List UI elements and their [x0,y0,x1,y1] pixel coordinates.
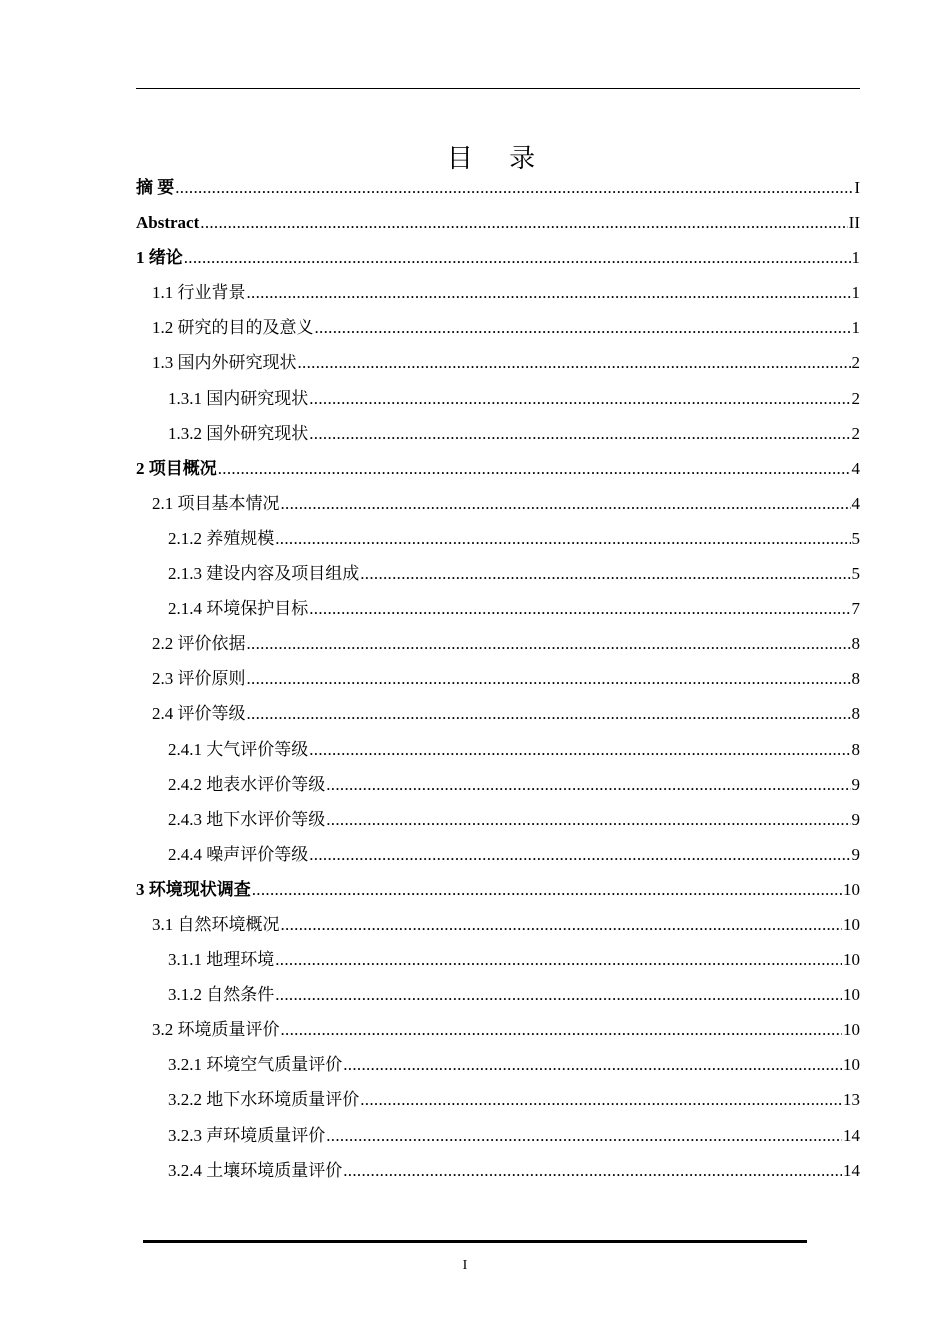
toc-entry[interactable] [136,275,860,310]
toc-entry-page: 2 [851,423,860,443]
toc-entry-label: 3.2.2 地下水环境质量评价 [168,1090,360,1110]
toc-entry[interactable] [136,1047,860,1082]
toc-dot-leader [281,907,843,942]
toc-entry-label: 2.4.3 地下水评价等级 [168,809,326,829]
footer-rule [143,1240,807,1243]
toc-entry[interactable] [136,1012,860,1047]
toc-entry-page: 10 [843,985,860,1005]
toc-dot-leader [315,310,851,345]
toc-entry-page: 9 [851,774,860,794]
toc-entry[interactable] [136,556,860,591]
toc-dot-leader [309,837,850,872]
toc-dot-leader [275,977,842,1012]
toc-entry-page: 8 [851,634,860,654]
toc-dot-leader [343,1153,842,1188]
toc-entry[interactable] [136,626,860,661]
toc-entry[interactable] [136,591,860,626]
toc-entry[interactable] [136,907,860,942]
toc-entry-label: 3 环境现状调查 [136,879,251,899]
toc-entry[interactable] [136,381,860,416]
toc-entry-page: 7 [851,599,860,619]
toc-entry-page: 9 [851,809,860,829]
toc-entry-label: 3.2 环境质量评价 [152,1020,280,1040]
toc-entry-page: 4 [851,458,860,478]
toc-dot-leader [247,275,851,310]
header-rule [136,88,860,89]
toc-entry[interactable] [136,310,860,345]
toc-entry[interactable] [136,240,860,275]
toc-entry[interactable] [136,732,860,767]
toc-entry-page: 10 [843,914,860,934]
toc-entry[interactable] [136,521,860,556]
toc-entry-label: 1.2 研究的目的及意义 [152,318,314,338]
toc-dot-leader [298,345,851,380]
toc-dot-leader [309,416,850,451]
toc-entry-page: 10 [843,950,860,970]
toc-entry-label: 2.4.2 地表水评价等级 [168,774,326,794]
toc-entry-label: 2.1.3 建设内容及项目组成 [168,564,360,584]
toc-entry-page: 8 [851,704,860,724]
toc-entry[interactable] [136,205,860,240]
toc-entry-page: 9 [851,844,860,864]
toc-entry-page: 1 [851,283,860,303]
toc-entry-page: 5 [851,528,860,548]
toc-entry-page: II [848,213,860,233]
toc-entry[interactable] [136,345,860,380]
toc-dot-leader [275,521,850,556]
toc-dot-leader [247,626,851,661]
toc-entry[interactable] [136,767,860,802]
toc-dot-leader [252,872,842,907]
toc-entry[interactable] [136,977,860,1012]
toc-entry[interactable] [136,872,860,907]
toc-entry[interactable] [136,802,860,837]
toc-dot-leader [309,591,850,626]
toc-entry-page: 1 [851,248,860,268]
toc-entry-label: 2.2 评价依据 [152,634,246,654]
toc-dot-leader [200,205,847,240]
toc-entry-label: 2.1.4 环境保护目标 [168,599,309,619]
toc-dot-leader [326,802,850,837]
toc-entry-label: 2.4.4 噪声评价等级 [168,844,309,864]
toc-entry-page: I [854,178,860,197]
toc-entry-label: 2.1 项目基本情况 [152,493,280,513]
toc-entry-label: 1.3 国内外研究现状 [152,353,297,373]
toc-entry-label: 1.3.1 国内研究现状 [168,388,309,408]
toc-title: 目 录 [446,144,550,174]
toc-entry-label: 2.4 评价等级 [152,704,246,724]
toc-entry-label: 2.4.1 大气评价等级 [168,739,309,759]
toc-dot-leader [247,696,851,731]
toc-dot-leader [326,1118,842,1153]
toc-dot-leader [275,942,842,977]
toc-dot-leader [281,486,851,521]
toc-dot-leader [309,381,850,416]
toc-dot-leader [247,661,851,696]
toc-entry-label: 1 绪论 [136,248,183,268]
toc-entry[interactable] [136,661,860,696]
toc-entry-page: 8 [851,669,860,689]
toc-entry-label: 3.1.2 自然条件 [168,985,275,1005]
toc-entry[interactable] [136,416,860,451]
toc-entry-page: 8 [851,739,860,759]
toc-entry-page: 2 [851,353,860,373]
toc-entry-page: 14 [843,1125,860,1145]
toc-entry[interactable] [136,486,860,521]
toc-entry-label: 3.1.1 地理环境 [168,950,275,970]
toc-entry-label: 2.3 评价原则 [152,669,246,689]
toc-entry-label: 3.2.4 土壤环境质量评价 [168,1160,343,1180]
toc-dot-leader [218,451,851,486]
toc-entry-page: 5 [851,564,860,584]
toc-dot-leader [309,732,850,767]
toc-entry-page: 4 [851,493,860,513]
toc-entry-label: 2.1.2 养殖规模 [168,528,275,548]
toc-entry[interactable] [136,1118,860,1153]
toc-entry-label: Abstract [136,213,200,233]
toc-entry-label: 3.2.3 声环境质量评价 [168,1125,326,1145]
toc-dot-leader [175,170,853,205]
toc-entry-label: 3.2.1 环境空气质量评价 [168,1055,343,1075]
toc-entry-page: 10 [843,1055,860,1075]
toc-entry-label: 3.1 自然环境概况 [152,914,280,934]
toc-entry-label: 摘 要 [136,178,175,197]
toc-entry-page: 1 [851,318,860,338]
toc-entry[interactable] [136,696,860,731]
toc-entry[interactable] [136,1153,860,1188]
toc-dot-leader [326,767,850,802]
page-number: I [462,1258,468,1273]
toc-dot-leader [184,240,851,275]
toc-entry-label: 1.3.2 国外研究现状 [168,423,309,443]
toc-dot-leader [281,1012,843,1047]
toc-entry-page: 10 [843,1020,860,1040]
toc-entry-label: 2 项目概况 [136,458,217,478]
toc-entry-page: 14 [843,1160,860,1180]
toc-entry-page: 13 [843,1090,860,1110]
toc-entry[interactable] [136,170,860,205]
toc-dot-leader [360,1082,842,1117]
toc-entry-page: 10 [843,879,860,899]
toc-dot-leader [360,556,850,591]
toc-entry-label: 1.1 行业背景 [152,283,246,303]
toc-entry[interactable] [136,451,860,486]
toc-entry[interactable] [136,942,860,977]
toc-dot-leader [343,1047,842,1082]
table-of-contents [136,170,860,1188]
toc-entry[interactable] [136,1082,860,1117]
toc-entry[interactable] [136,837,860,872]
toc-entry-page: 2 [851,388,860,408]
